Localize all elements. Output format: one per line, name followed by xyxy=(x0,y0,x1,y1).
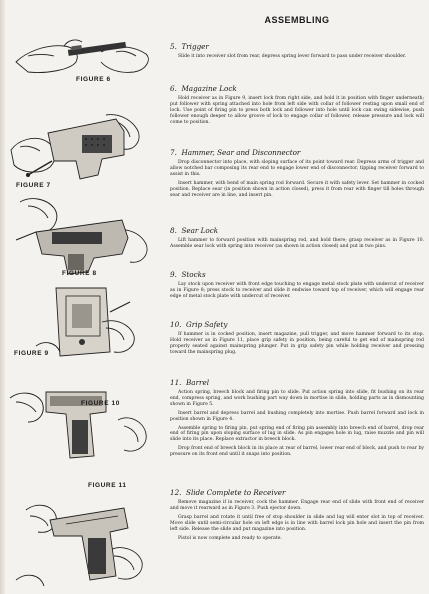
figure-11-illustration xyxy=(6,480,166,590)
section-paragraph: If hammer is in cocked position, insert magazine, pull trigger, and move hammer forward to its stop. Hold receiver as in Figure 11, place grip safety in position, being careful to get end of mainspring rod properly seated against mainspring plunger. Put in grip safety pin while holding receiver and pressing toward the mainspring plug. xyxy=(170,332,424,355)
figure-8-illustration xyxy=(6,192,166,280)
section-paragraph: Pistol is now complete and ready to operate. xyxy=(178,535,282,541)
figure-11 xyxy=(6,480,166,590)
section-magazine-lock xyxy=(170,84,424,129)
section-heading: 9. Stocks xyxy=(170,270,206,279)
section-stocks xyxy=(170,270,424,303)
section-sear-lock xyxy=(170,226,424,253)
section-paragraph: Lay stock upon receiver with front edge touching to engage metal stock plate with undercut of receiver as in Figure 8; press stock to receiver and slide it endwise toward top of receiver, which will engage rear edge of metal stock plate with undercut of receiver. xyxy=(170,282,424,299)
section-heading: 6. Magazine Lock xyxy=(170,84,237,93)
section-slide-complete-to-receiver xyxy=(170,488,424,544)
section-paragraph: Insert hammer, with bend of main spring rod forward. Secure it with safety lever. Set hammer in cocked position. Replace sear (in position shown in action closed), press it from rear with finger till holes through sear and receiver are in line, and insert pin. xyxy=(170,180,424,198)
section-barrel xyxy=(170,378,424,461)
figure-8 xyxy=(6,192,166,280)
figure-6-label: FIGURE 6 xyxy=(76,76,111,83)
figure-9-illustration xyxy=(6,282,166,372)
figure-6 xyxy=(6,22,166,92)
figure-7 xyxy=(6,95,166,190)
section-paragraph: Assemble spring to firing pin, put spring end of firing pin assembly into breech end of barrel, drop rear end of firing pin upon sloping surface of lug in slide. As pin engages hole in lug, raise muzzle and pin will slide into its place. Replace extractor in breech block. xyxy=(170,425,424,443)
figure-column xyxy=(6,0,166,594)
figure-10-label: FIGURE 10 xyxy=(81,400,120,407)
figure-8-label: FIGURE 8 xyxy=(62,270,97,277)
section-paragraph: Slide it into receiver slot from rear, depress spring lever forward to pass under receiver shoulder. xyxy=(178,54,406,59)
section-heading: 8. Sear Lock xyxy=(170,226,219,235)
figure-7-label: FIGURE 7 xyxy=(16,182,51,189)
section-trigger xyxy=(170,42,424,63)
figure-10-illustration xyxy=(6,372,166,472)
figure-9 xyxy=(6,282,166,372)
section-heading: 11. Barrel xyxy=(170,378,210,387)
section-paragraph: Hold receiver as in Figure 9, insert lock from right side, and hold it in position with finger underneath; put follower with spring attached into hole from left side with collar of follower resting upon small end of lock. Use point of firing pin to press both lock and follower into hole until lock can swing sidewise, push follower enough deeper to allow groove of lock to engage collar of follower, release pressure and lock will come to position. xyxy=(170,96,424,125)
section-paragraph: Grasp barrel and rotate it until free of stop shoulder in slide and lug will enter slot in top of receiver. Move slide until semi-circular hole on left edge is in line with barrel lock pin hole and insert the pin from left side. Release the slide and put magazine into position. xyxy=(170,514,424,532)
section-heading: 7. Hammer, Sear and Disconnector xyxy=(170,148,301,157)
section-heading: 10. Grip Safety xyxy=(170,320,228,329)
section-paragraph: Drop disconnector into place, with sloping surface of its point toward rear. Depress arms of trigger and allow notched bar composing its rear end to engage lower end of disconnector, tipping receiver forward to assist in this. xyxy=(170,160,424,177)
section-paragraph: Remove magazine if in receiver, cock the hammer. Engage rear end of slide with front end of receiver and move it rearward as in Figure 3. Push ejector down. xyxy=(170,500,424,511)
figure-7-illustration xyxy=(6,95,166,190)
section-heading: 12. Slide Complete to Receiver xyxy=(170,488,286,497)
figure-9-label: FIGURE 9 xyxy=(14,350,49,357)
section-paragraph: Drop front end of breech block in its place at rear of barrel, lower rear end of block, and push to rear by pressure on its front end until it snaps into position. xyxy=(170,446,424,458)
section-paragraph: Action spring, breech block and firing pin to slide. Put action spring into slide, fit bushing on its rear end, compress spring, and work bushing part way down in mortise in slide, holding parts as in dismounting shown in Figure 5. xyxy=(170,390,424,407)
document-title: ASSEMBLING xyxy=(264,15,330,25)
section-grip-safety xyxy=(170,320,424,359)
text-column xyxy=(170,0,424,594)
section-hammer-sear-disconnector xyxy=(170,148,424,201)
section-paragraph: Lift hammer to forward position with mainspring rod, and hold there; grasp receiver as in Figure 10. Assemble sear lock with spring into receiver (as shown in action closed) and put in two pins. xyxy=(170,238,424,249)
figure-10 xyxy=(6,372,166,472)
section-heading: 5. Trigger xyxy=(170,42,209,51)
section-paragraph: Insert barrel and depress barrel and bushing completely into mortise. Push barrel forward and lock in position shown in Figure 4. xyxy=(170,410,424,422)
figure-11-label: FIGURE 11 xyxy=(88,482,127,489)
